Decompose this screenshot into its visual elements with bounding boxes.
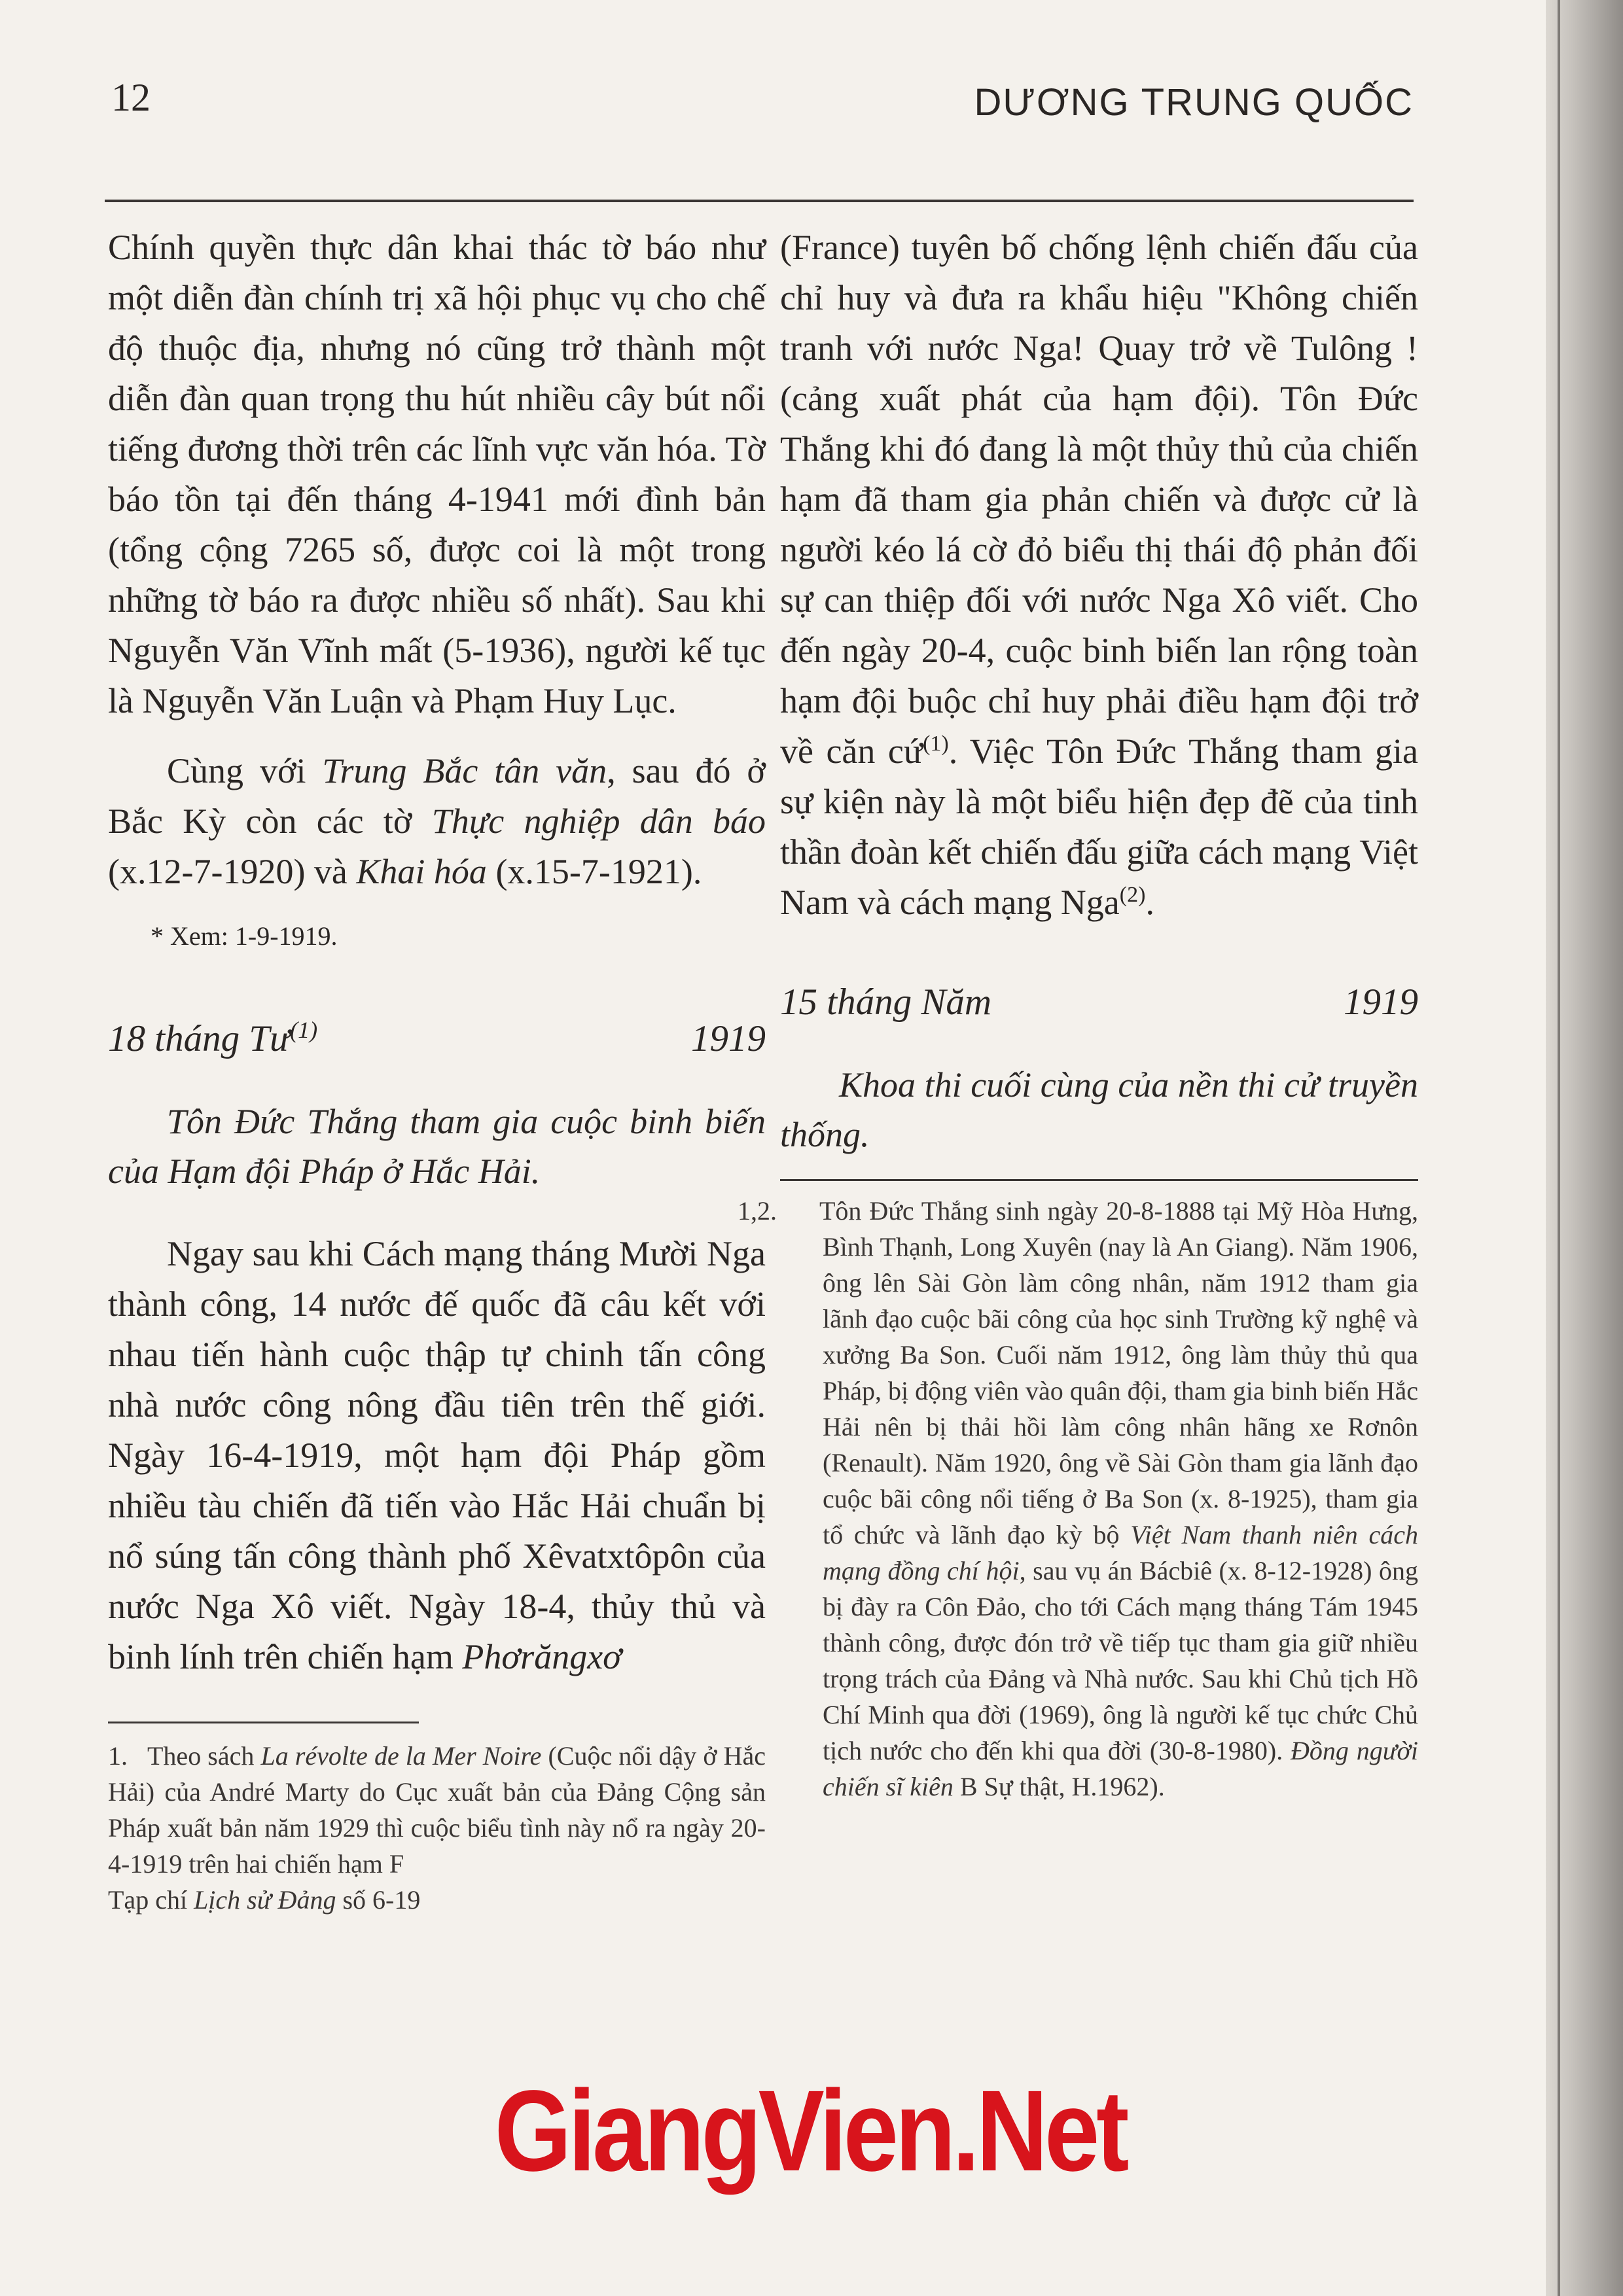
header-rule [105,200,1414,202]
left-column [108,222,766,1918]
footnote-ref: (2) [1119,883,1146,907]
entry-year: 1919 [691,1018,766,1059]
footnote-rule [780,1179,1418,1181]
page-number: 12 [111,76,151,119]
entry-date: 15 tháng Năm [780,981,992,1023]
paragraph: Chính quyền thực dân khai thác tờ báo như một diễn đàn chính trị xã hội phục vụ cho chế độ thuộc địa, nhưng nó cũng trở thành một diễn đàn quan trọng thu hút nhiều cây bút nổi tiếng đương thời trên các lĩnh vực văn hóa. Tờ báo tồn tại đến tháng 4-1941 mới đình bản (tổng cộng 7265 số, được coi là một trong những tờ báo ra được nhiều số nhất). Sau khi Nguyễn Văn Vĩnh mất (5-1936), người kế tục là Nguyễn Văn Luận và Phạm Huy Lục. [108,228,766,720]
entry-summary: Tôn Đức Thắng tham gia cuộc binh biến của Hạm đội Pháp ở Hắc Hải. [108,1102,766,1191]
footnote: 1. Theo sách La révolte de la Mer Noire (Cuộc nổi dậy ở Hắc Hải) của André Marty do Cục xuất bản của Đảng Cộng sản Pháp xuất bản năm 1929 thì cuộc biểu tình này nổ ra ngày 20-4-1919 trên hai chiến hạm F Tạp chí Lịch sử Đảng số 6-19 [108,1741,766,1915]
footnote-rule [108,1722,419,1723]
entry-year: 1919 [1344,981,1418,1023]
watermark-logo: GiangVien.Net [494,2067,1126,2195]
entry-heading [108,1005,766,1064]
entry-ref: (1) [290,1017,318,1043]
paragraph: Ngay sau khi Cách mạng tháng Mười Nga thành công, 14 nước đế quốc đã câu kết với nhau tiến hành cuộc thập tự chinh tấn công nhà nước công nông đầu tiên trên thế giới. Ngày 16-4-1919, một hạm đội Pháp gồm nhiều tàu chiến đã tiến vào Hắc Hải chuẩn bị nổ súng tấn công thành phố Xêvatxtôpôn của nước Nga Xô viết. Ngày 18-4, thủy thủ và binh lính trên chiến hạm Phơrăngxơ [108,1234,766,1676]
page-header [105,69,1414,141]
running-head: DƯƠNG TRUNG QUỐC [974,81,1414,124]
entry-summary: Khoa thi cuối cùng của nền thi cử truyền thống. [780,1065,1418,1154]
footnote-ref: (1) [923,732,949,756]
entry-heading [780,977,1418,1027]
paragraph: (France) tuyên bố chống lệnh chiến đấu của chỉ huy và đưa ra khẩu hiệu "Không chiến tranh với nước Nga! Quay trở về Tulông ! (cảng xuất phát của hạm đội). Tôn Đức Thắng khi đó đang là một thủy thủ của chiến hạm đã tham gia phản chiến và được cử là người kéo lá cờ đỏ biểu thị thái độ phản đối sự can thiệp đối với nước Nga Xô viết. Cho đến ngày 20-4, cuộc binh biến lan rộng toàn hạm đội buộc chỉ huy phải điều hạm đội trở về căn cứ$^{(1)}$. Việc Tôn Đức Thắng tham gia sự kiện này là một biểu hiện đẹp đẽ của tinh thần đoàn kết chiến đấu giữa cách mạng Việt Nam và cách mạng Nga$^{(2)}$. [780,228,1418,922]
paragraph: Cùng với Trung Bắc tân văn, sau đó ở Bắc Kỳ còn các tờ Thực nghiệp dân báo (x.12-7-1920) và Khai hóa (x.15-7-1921). [108,751,766,891]
scan-edge-line [1558,0,1560,2296]
see-also-note: * Xem: 1-9-1919. [151,921,338,951]
right-column [738,222,1419,1805]
entry-date: 18 tháng Tư [108,1018,291,1059]
footnote: 1,2. Tôn Đức Thắng sinh ngày 20-8-1888 tại Mỹ Hòa Hưng, Bình Thạnh, Long Xuyên (nay là An Giang). Năm 1906, ông lên Sài Gòn làm công nhân, năm 1912 tham gia lãnh đạo cuộc bãi công của học sinh Trường kỹ nghệ và xưởng Ba Son. Cuối năm 1912, ông làm thủy thủ qua Pháp, bị động viên vào quân đội, tham gia binh biến Hắc Hải nên bị thải hồi làm công nhân hãng xe Rơnôn (Renault). Năm 1920, ông về Sài Gòn tham gia lãnh đạo cuộc bãi công nổi tiếng ở Ba Son (x. 8-1925), tham gia tổ chức và lãnh đạo kỳ bộ Việt Nam thanh niên cách mạng đồng chí hội, sau vụ án Bácbiê (x. 8-12-1928) ông bị đày ra Côn Đảo, cho tới Cách mạng tháng Tám 1945 thành công, được đón trở về tiếp tục tham gia giữ nhiều trọng trách của Đảng và Nhà nước. Sau khi Chủ tịch Hồ Chí Minh qua đời (1969), ông là người kế tục chức Chủ tịch nước cho đến khi qua đời (30-8-1980). Đồng người chiến sĩ kiên B Sự thật, H.1962). [738,1196,1419,1801]
